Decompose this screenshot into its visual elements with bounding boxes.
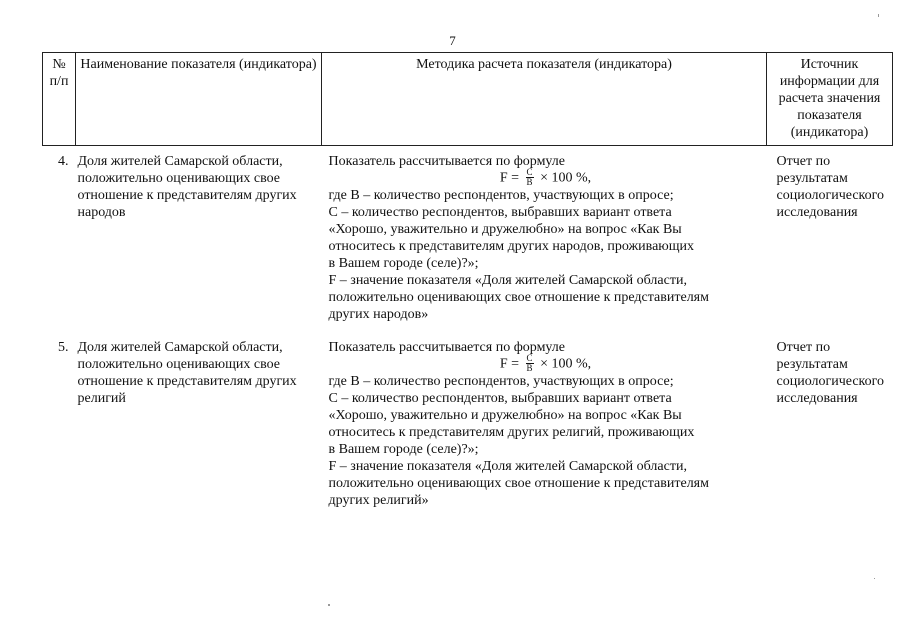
header-number <box>43 53 76 146</box>
indicator-source: Отчет по результатам социологического исследования <box>776 154 885 220</box>
formula-denominator: В <box>526 177 533 187</box>
row-number: 4. <box>58 154 69 169</box>
method-intro: Показатель рассчитывается по формуле <box>328 154 566 169</box>
indicator-name: Доля жителей Самарской области, положительно оценивающих свое отношение к представителям других религий <box>77 340 297 406</box>
method-line: F – значение показателя «Доля жителей Самарской области, <box>328 273 687 288</box>
formula-fraction <box>526 168 534 187</box>
header-name: Наименование показателя (индикатора) <box>76 53 322 146</box>
scan-speck <box>878 14 879 17</box>
method-line: в Вашем городе (селе)?»; <box>328 442 479 457</box>
table-row <box>43 323 893 509</box>
method-line: С – количество респондентов, выбравших вариант ответа <box>328 391 672 406</box>
indicator-method <box>322 146 767 324</box>
method-line: где В – количество респондентов, участвующих в опросе; <box>328 188 674 203</box>
method-line: других религий» <box>328 493 429 508</box>
formula-left: F = <box>499 356 520 372</box>
formula-left: F = <box>499 170 520 186</box>
method-line: положительно оценивающих свое отношение к представителям <box>328 290 709 305</box>
row-number: 5. <box>58 340 69 355</box>
page-number: 7 <box>449 33 456 48</box>
formula-numerator: С <box>526 167 533 177</box>
header-method: Методика расчета показателя (индикатора) <box>322 53 767 146</box>
indicator-table <box>42 52 893 509</box>
formula-denominator: В <box>526 363 533 373</box>
method-line: положительно оценивающих свое отношение к представителям <box>328 476 709 491</box>
header-source: Источник информации для расчета значения показателя (индикатора) <box>767 53 893 146</box>
formula-right: × 100 %, <box>540 170 592 186</box>
method-line: других народов» <box>328 307 429 322</box>
method-line: относитесь к представителям других религий, проживающих <box>328 425 695 440</box>
formula <box>329 169 763 186</box>
indicator-method <box>322 323 767 509</box>
indicator-source: Отчет по результатам социологического исследования <box>776 340 885 406</box>
method-line: С – количество респондентов, выбравших вариант ответа <box>328 205 672 220</box>
formula-right: × 100 %, <box>540 356 592 372</box>
indicator-name: Доля жителей Самарской области, положительно оценивающих свое отношение к представителям других народов <box>77 154 297 220</box>
scan-speck <box>874 578 875 579</box>
formula <box>329 355 763 372</box>
method-line: «Хорошо, уважительно и дружелюбно» на вопрос «Как Вы <box>328 222 682 237</box>
method-line: в Вашем городе (селе)?»; <box>328 256 479 271</box>
header-number-abbr: п/п <box>49 74 69 89</box>
method-line: где В – количество респондентов, участвующих в опросе; <box>328 374 674 389</box>
scan-speck <box>328 604 330 606</box>
formula-numerator: С <box>526 353 533 363</box>
header-number-sign: № <box>52 57 66 72</box>
method-line: «Хорошо, уважительно и дружелюбно» на вопрос «Как Вы <box>328 408 682 423</box>
table-row <box>43 146 893 324</box>
method-line: F – значение показателя «Доля жителей Самарской области, <box>328 459 687 474</box>
method-intro: Показатель рассчитывается по формуле <box>328 340 566 355</box>
formula-fraction <box>526 354 534 373</box>
table-header-row <box>43 53 893 146</box>
method-line: относитесь к представителям других народов, проживающих <box>328 239 695 254</box>
